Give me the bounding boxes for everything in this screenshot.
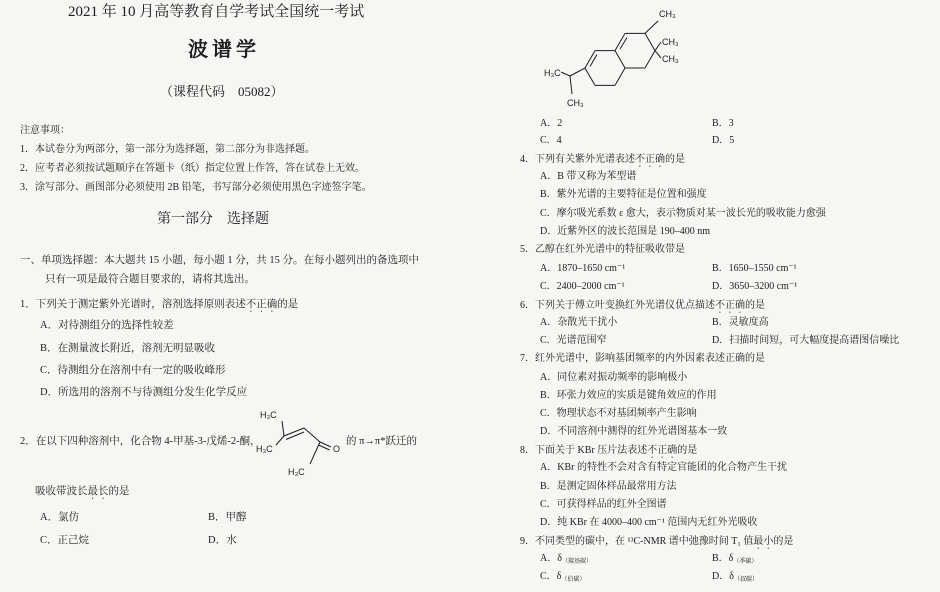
emphasis-text: 不正确 (635, 154, 665, 165)
bond (570, 76, 572, 94)
question-7-option-d: D．不同溶剂中测得的红外光谱图基本一致 (540, 426, 728, 437)
question-3-option-a: A．2 (540, 118, 563, 129)
question-2-stem-after: 的 π→π*跃迁的 (346, 436, 417, 447)
notice-item: 3．涂写部分、画图部分必须使用 2B 铅笔，书写部分必须使用黑色字迹签字笔。 (20, 182, 372, 193)
question-5-option-d: D．3650–3200 cm⁻¹ (712, 281, 798, 292)
question-1-option-c: C．待测组分在溶剂中有一定的吸收峰形 (40, 365, 226, 376)
question-8-option-c: C．可获得样品的红外全图谱 (540, 499, 667, 510)
question-5-option-b: B．1650–1550 cm⁻¹ (712, 263, 797, 274)
question-4-option-c: C．摩尔吸光系数 ε 愈大，表示物质对某一波长光的吸收能力愈强 (540, 208, 826, 219)
bond (645, 33, 655, 50)
question-6-option-c: C．光谱范围窄 (540, 335, 607, 346)
emphasis-text: 最小 (753, 536, 774, 547)
course-code: （课程代码 05082） (160, 84, 284, 99)
structure-label: H₃C (256, 444, 273, 454)
question-9-option-b (712, 554, 757, 565)
bond (655, 51, 661, 58)
question-9-option-d (712, 572, 758, 583)
bond (304, 428, 320, 442)
question-3-option-b: B．3 (712, 118, 734, 129)
question-3-option-c: C．4 (540, 135, 562, 146)
emphasis-text: 不正确 (245, 299, 278, 310)
option-main: B．δ (712, 553, 734, 564)
question-9-stem (520, 536, 793, 552)
question-2-stem: 2．在以下四种溶剂中，化合物 4-甲基-3-戊烯-2-酮， (20, 436, 261, 447)
option-main: A．δ (540, 553, 562, 564)
bond (282, 421, 284, 436)
question-1-stem (20, 299, 298, 315)
stem-text: 的是 (773, 536, 794, 547)
stem-text: 8．下面关于 KBr 压片法表述 (520, 445, 648, 456)
question-4-stem (520, 154, 685, 170)
question-2-option-d: D．水 (208, 535, 237, 546)
stem-text: 的是 (277, 299, 299, 310)
bond (286, 432, 304, 440)
question-2-option-c: C．正己烷 (40, 535, 90, 546)
stem-text: 1．下列关于测定紫外光谱时，溶剂选择原则表述 (20, 299, 246, 310)
stem-text: 4．下列有关紫外光谱表述 (520, 154, 635, 165)
structure-label: H₃C (260, 410, 277, 420)
question-5-option-c: C．2400–2000 cm⁻¹ (540, 281, 625, 292)
emphasis-text: 不正确 (715, 300, 745, 311)
bicyclic-structure (540, 0, 700, 112)
option-main: D．δ (712, 571, 734, 582)
question-2-stem-line2 (35, 486, 130, 502)
bond (276, 436, 284, 445)
stem-text: 6．下列关于傅立叶变换红外光谱仪优点描述 (520, 300, 715, 311)
stem-text: 吸收带波长 (35, 486, 88, 497)
bond (570, 68, 585, 76)
bond (615, 51, 625, 68)
option-subscript: （羰基碳） (561, 559, 592, 565)
question-7-option-b: B．环张力效应的实质是键角效应的作用 (540, 390, 717, 401)
emphasis-text: 不正确 (647, 445, 678, 456)
mesityl-oxide-structure (252, 404, 346, 478)
bond (590, 55, 597, 67)
notice-item: 2．应考者必须按试题顺序在答题卡（纸）指定位置上作答，答在试卷上无效。 (20, 163, 365, 174)
bond (561, 72, 570, 76)
stem-text: 的是 (108, 486, 130, 497)
part-title: 第一部分 选择题 (157, 212, 269, 227)
question-5-option-a: A．1870–1650 cm⁻¹ (540, 263, 626, 274)
question-6-option-a: A．杂散光干扰小 (540, 317, 618, 328)
question-6-option-d: D．扫描时间短，可大幅度提高谱图信噪比 (712, 335, 900, 346)
section-intro: 只有一项是最符合题目要求的，请将其选出。 (45, 274, 255, 285)
bond (585, 68, 595, 85)
bond (284, 428, 304, 436)
stem-text: 9．不同类型的碳中，在 ¹³C-NMR 谱中弛豫时间 T₁ 值 (520, 536, 754, 547)
question-5-stem: 5．乙醇在红外光谱中的特征吸收带是 (520, 244, 685, 255)
question-4-option-d: D．近紫外区的波长范围是 190–400 nm (540, 226, 710, 237)
question-9-option-c (540, 572, 585, 583)
notice-item: 1．本试卷分为两部分，第一部分为选择题，第二部分为非选择题。 (20, 144, 315, 155)
option-subscript: （叔碳） (733, 577, 758, 583)
structure-label: CH₃ (659, 9, 676, 19)
structure-label: H₃C (544, 68, 561, 78)
question-1-option-b: B．在测量波长附近，溶剂无明显吸收 (40, 343, 216, 354)
question-1-option-d: D．所选用的溶剂不与待测组分发生化学反应 (40, 387, 248, 398)
question-4-option-b: B．紫外光谱的主要特征是位置和强度 (540, 189, 707, 200)
bond (645, 21, 658, 33)
question-8-stem (520, 445, 697, 461)
question-7-stem: 7．红外光谱中，影响基团频率的内外因素表述正确的是 (520, 353, 765, 364)
notice-title: 注意事项： (20, 125, 70, 136)
section-intro: 一、单项选择题：本大题共 15 小题，每小题 1 分，共 15 分。在每小题列出的备选项中 (20, 255, 419, 266)
stem-text: 的是 (665, 154, 685, 165)
question-8-option-a: A．KBr 的特性不会对含有特定官能团的化合物产生干扰 (540, 462, 787, 473)
structure-label: CH₃ (662, 37, 679, 47)
stem-text: 的是 (745, 300, 765, 311)
structure-label: CH₃ (662, 54, 679, 64)
subject-title: 波谱学 (188, 39, 260, 61)
option-subscript: （伯碳） (561, 577, 586, 583)
bond (645, 51, 655, 68)
structure-label: CH₃ (567, 98, 584, 108)
question-2-option-a: A．氯仿 (40, 512, 80, 523)
question-6-stem (520, 300, 765, 316)
bond (655, 42, 661, 51)
option-subscript: （季碳） (733, 559, 758, 565)
bond (585, 51, 595, 68)
exam-title: 2021 年 10 月高等教育自学考试全国统一考试 (68, 4, 365, 20)
question-4-option-a: A．B 带又称为苯型谱 (540, 171, 637, 182)
structure-label: H₃C (288, 467, 305, 477)
question-9-option-a (540, 554, 592, 565)
question-7-option-c: C．物理状态不对基团频率产生影响 (540, 408, 697, 419)
question-3-option-d: D．5 (712, 135, 735, 146)
question-2-option-b: B．甲醇 (208, 512, 247, 523)
question-8-option-d: D．纯 KBr 在 4000–400 cm⁻¹ 范围内无红外光吸收 (540, 517, 758, 528)
stem-text: 的是 (677, 445, 698, 456)
bond (615, 68, 625, 85)
option-main: C．δ (540, 571, 562, 582)
structure-label: O (333, 444, 341, 454)
bond (310, 442, 320, 464)
question-6-option-b: B．灵敏度高 (712, 317, 769, 328)
question-8-option-b: B．是测定固体样品最常用方法 (540, 481, 677, 492)
question-7-option-a: A．同位素对振动频率的影响极小 (540, 372, 688, 383)
emphasis-text: 最长 (87, 486, 109, 497)
question-1-option-a: A．对待测组分的选择性较差 (40, 320, 174, 331)
